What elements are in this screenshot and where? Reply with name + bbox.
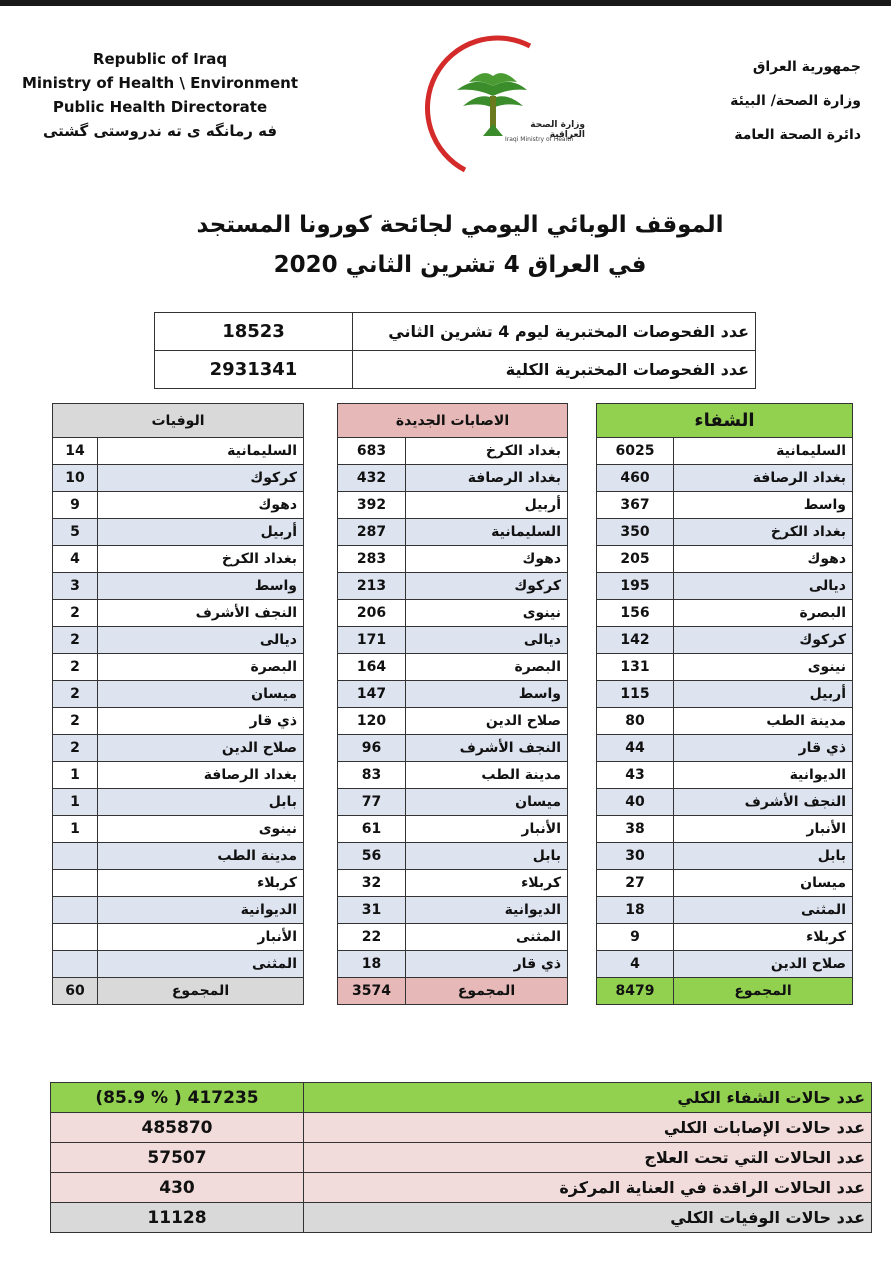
recoveries-row-value: 350 <box>597 519 674 546</box>
table-row <box>338 438 568 465</box>
infections-total-label: المجموع <box>406 978 568 1005</box>
page-title <box>180 205 740 285</box>
recoveries-row-name: السليمانية <box>674 438 853 465</box>
recoveries-row-name: كربلاء <box>674 924 853 951</box>
recoveries-row-name: أربيل <box>674 681 853 708</box>
table-row <box>53 897 304 924</box>
summary-row <box>51 1203 872 1233</box>
summary-table <box>50 1082 872 1233</box>
deaths-row-name: النجف الأشرف <box>98 600 304 627</box>
table-row <box>53 573 304 600</box>
table-row <box>338 627 568 654</box>
recoveries-row-value: 205 <box>597 546 674 573</box>
table-row <box>338 816 568 843</box>
deaths-row-value: 2 <box>53 708 98 735</box>
deaths-header-row <box>53 404 304 438</box>
deaths-row-value: 4 <box>53 546 98 573</box>
infections-row-name: الديوانية <box>406 897 568 924</box>
recoveries-row-name: صلاح الدين <box>674 951 853 978</box>
infections-row-value: 83 <box>338 762 406 789</box>
logo-text: وزارة الصحة العراقية <box>530 120 585 140</box>
summary-row <box>51 1173 872 1203</box>
infections-table <box>337 403 568 1005</box>
infections-row-value: 171 <box>338 627 406 654</box>
recoveries-row-name: دهوك <box>674 546 853 573</box>
infections-row-value: 77 <box>338 789 406 816</box>
deaths-row-name: البصرة <box>98 654 304 681</box>
deaths-table <box>52 403 304 1005</box>
infections-row-name: صلاح الدين <box>406 708 568 735</box>
infections-row-name: البصرة <box>406 654 568 681</box>
deaths-row-name: بابل <box>98 789 304 816</box>
infections-row-value: 164 <box>338 654 406 681</box>
recoveries-row-value: 131 <box>597 654 674 681</box>
deaths-row-name: ميسان <box>98 681 304 708</box>
infections-row-value: 213 <box>338 573 406 600</box>
deaths-row-name: السليمانية <box>98 438 304 465</box>
recoveries-row-value: 6025 <box>597 438 674 465</box>
table-row <box>597 843 853 870</box>
recoveries-row-name: البصرة <box>674 600 853 627</box>
table-row <box>53 600 304 627</box>
tests-daily-label: عدد الفحوصات المختبرية ليوم 4 تشرين الثاني <box>353 313 756 351</box>
tests-daily-value: 18523 <box>155 313 353 351</box>
infections-row-name: ميسان <box>406 789 568 816</box>
table-row <box>338 708 568 735</box>
infections-row-value: 56 <box>338 843 406 870</box>
header-en-line-2: Ministry of Health \ Environment <box>21 74 299 92</box>
deaths-row-name: المثنى <box>98 951 304 978</box>
infections-row-value: 31 <box>338 897 406 924</box>
summary-row <box>51 1143 872 1173</box>
recoveries-header-row <box>597 404 853 438</box>
deaths-row-name: بغداد الكرخ <box>98 546 304 573</box>
recoveries-row-value: 38 <box>597 816 674 843</box>
table-row <box>338 465 568 492</box>
header-ar-line-2: وزارة الصحة/ البيئة <box>730 93 861 109</box>
deaths-row-name: مدينة الطب <box>98 843 304 870</box>
deaths-row-value: 2 <box>53 627 98 654</box>
header-en-line-4: فه رمانگه ی ته ندروستی گشتی <box>42 122 278 140</box>
infections-row-value: 96 <box>338 735 406 762</box>
deaths-row-value: 2 <box>53 600 98 627</box>
summary-row <box>51 1113 872 1143</box>
deaths-row-value: 2 <box>53 681 98 708</box>
infections-row-value: 432 <box>338 465 406 492</box>
table-row <box>53 762 304 789</box>
infections-header-row <box>338 404 568 438</box>
infections-row-name: المثنى <box>406 924 568 951</box>
table-row <box>53 654 304 681</box>
table-row <box>597 789 853 816</box>
table-row <box>597 519 853 546</box>
deaths-row-value: 2 <box>53 654 98 681</box>
table-row <box>597 600 853 627</box>
table-row <box>597 438 853 465</box>
recoveries-row-name: ديالى <box>674 573 853 600</box>
infections-row-value: 392 <box>338 492 406 519</box>
table-row <box>338 789 568 816</box>
table-row <box>597 627 853 654</box>
recoveries-row-name: بابل <box>674 843 853 870</box>
table-row <box>597 492 853 519</box>
header-english <box>10 47 310 143</box>
table-row <box>597 465 853 492</box>
summary-value: 430 <box>51 1173 304 1203</box>
recoveries-row-value: 18 <box>597 897 674 924</box>
recoveries-row-value: 80 <box>597 708 674 735</box>
recoveries-row-name: المثنى <box>674 897 853 924</box>
recoveries-row-value: 40 <box>597 789 674 816</box>
infections-row-value: 61 <box>338 816 406 843</box>
recoveries-row-name: كركوك <box>674 627 853 654</box>
infections-row-name: مدينة الطب <box>406 762 568 789</box>
deaths-row-name: واسط <box>98 573 304 600</box>
recoveries-row-value: 9 <box>597 924 674 951</box>
deaths-row-value <box>53 951 98 978</box>
recoveries-row-name: النجف الأشرف <box>674 789 853 816</box>
table-row <box>53 546 304 573</box>
table-row <box>338 546 568 573</box>
recoveries-row-name: الأنبار <box>674 816 853 843</box>
infections-row-name: كربلاء <box>406 870 568 897</box>
table-row <box>53 519 304 546</box>
table-row <box>338 492 568 519</box>
header-en-line-1: Republic of Iraq <box>92 50 228 68</box>
deaths-row-name: ذي قار <box>98 708 304 735</box>
table-row <box>338 681 568 708</box>
recoveries-row-value: 4 <box>597 951 674 978</box>
tests-total-label: عدد الفحوصات المختبرية الكلية <box>353 351 756 389</box>
table-row <box>597 708 853 735</box>
summary-label: عدد الحالات الراقدة في العناية المركزة <box>304 1173 872 1203</box>
table-row <box>53 924 304 951</box>
infections-row-name: بابل <box>406 843 568 870</box>
infections-row-name: واسط <box>406 681 568 708</box>
logo-subtext: Iraqi Ministry of Health <box>505 136 574 143</box>
table-row <box>338 519 568 546</box>
infections-row-value: 22 <box>338 924 406 951</box>
infections-row-name: بغداد الرصافة <box>406 465 568 492</box>
table-row <box>338 573 568 600</box>
tests-table <box>154 312 756 389</box>
ministry-logo <box>405 32 585 182</box>
summary-label: عدد حالات الشفاء الكلي <box>304 1083 872 1113</box>
deaths-row-name: الأنبار <box>98 924 304 951</box>
infections-row-value: 32 <box>338 870 406 897</box>
infections-total-value: 3574 <box>338 978 406 1005</box>
table-row <box>338 735 568 762</box>
table-row <box>53 843 304 870</box>
recoveries-row-value: 30 <box>597 843 674 870</box>
deaths-row-value <box>53 843 98 870</box>
table-row <box>597 735 853 762</box>
table-row <box>338 600 568 627</box>
infections-row-name: النجف الأشرف <box>406 735 568 762</box>
table-row <box>53 870 304 897</box>
recoveries-row-value: 44 <box>597 735 674 762</box>
recoveries-row-name: بغداد الرصافة <box>674 465 853 492</box>
infections-row-name: دهوك <box>406 546 568 573</box>
deaths-title: الوفيات <box>53 404 304 438</box>
deaths-row-value <box>53 870 98 897</box>
recoveries-total-row <box>597 978 853 1005</box>
table-row <box>338 924 568 951</box>
table-row <box>597 573 853 600</box>
infections-row-name: السليمانية <box>406 519 568 546</box>
recoveries-total-value: 8479 <box>597 978 674 1005</box>
summary-label: عدد الحالات التي تحت العلاج <box>304 1143 872 1173</box>
summary-value: 11128 <box>51 1203 304 1233</box>
infections-row-name: ذي قار <box>406 951 568 978</box>
tests-total-value: 2931341 <box>155 351 353 389</box>
tests-daily-row <box>155 313 756 351</box>
recoveries-title: الشفاء <box>597 404 853 438</box>
recoveries-row-name: بغداد الكرخ <box>674 519 853 546</box>
deaths-row-name: كركوك <box>98 465 304 492</box>
table-row <box>338 951 568 978</box>
recoveries-row-value: 156 <box>597 600 674 627</box>
table-row <box>53 627 304 654</box>
table-row <box>597 897 853 924</box>
infections-row-value: 283 <box>338 546 406 573</box>
summary-row <box>51 1083 872 1113</box>
infections-row-value: 287 <box>338 519 406 546</box>
infections-row-name: الأنبار <box>406 816 568 843</box>
recoveries-row-value: 142 <box>597 627 674 654</box>
summary-value: 57507 <box>51 1143 304 1173</box>
deaths-row-name: صلاح الدين <box>98 735 304 762</box>
table-row <box>53 708 304 735</box>
table-row <box>597 762 853 789</box>
deaths-total-row <box>53 978 304 1005</box>
summary-label: عدد حالات الوفيات الكلي <box>304 1203 872 1233</box>
deaths-row-name: ديالى <box>98 627 304 654</box>
header-en-line-3: Public Health Directorate <box>52 98 268 116</box>
deaths-row-value: 9 <box>53 492 98 519</box>
recoveries-row-name: نينوى <box>674 654 853 681</box>
infections-total-row <box>338 978 568 1005</box>
table-row <box>53 465 304 492</box>
infections-row-value: 206 <box>338 600 406 627</box>
table-row <box>53 789 304 816</box>
deaths-row-name: الديوانية <box>98 897 304 924</box>
table-row <box>597 681 853 708</box>
tests-total-row <box>155 351 756 389</box>
recoveries-row-name: واسط <box>674 492 853 519</box>
table-row <box>597 870 853 897</box>
deaths-row-name: كربلاء <box>98 870 304 897</box>
table-row <box>338 762 568 789</box>
table-row <box>53 735 304 762</box>
summary-label: عدد حالات الإصابات الكلي <box>304 1113 872 1143</box>
summary-value: 485870 <box>51 1113 304 1143</box>
summary-value: (85.9 % ) 417235 <box>51 1083 304 1113</box>
infections-row-name: ديالى <box>406 627 568 654</box>
recoveries-total-label: المجموع <box>674 978 853 1005</box>
deaths-row-value: 10 <box>53 465 98 492</box>
recoveries-row-name: مدينة الطب <box>674 708 853 735</box>
table-row <box>597 546 853 573</box>
deaths-row-name: نينوى <box>98 816 304 843</box>
recoveries-row-name: ذي قار <box>674 735 853 762</box>
deaths-row-value: 5 <box>53 519 98 546</box>
deaths-total-label: المجموع <box>98 978 304 1005</box>
header-arabic <box>661 50 861 152</box>
recoveries-row-name: ميسان <box>674 870 853 897</box>
infections-row-value: 18 <box>338 951 406 978</box>
infections-row-value: 147 <box>338 681 406 708</box>
table-row <box>53 438 304 465</box>
infections-row-name: نينوى <box>406 600 568 627</box>
title-line-1: الموقف الوبائي اليومي لجائحة كورونا المستجد <box>196 212 724 238</box>
deaths-row-value: 14 <box>53 438 98 465</box>
deaths-row-name: أربيل <box>98 519 304 546</box>
table-row <box>597 654 853 681</box>
infections-row-name: أربيل <box>406 492 568 519</box>
table-row <box>597 951 853 978</box>
deaths-row-value: 1 <box>53 762 98 789</box>
recoveries-row-value: 460 <box>597 465 674 492</box>
infections-row-name: بغداد الكرخ <box>406 438 568 465</box>
deaths-row-value: 2 <box>53 735 98 762</box>
infections-row-value: 683 <box>338 438 406 465</box>
deaths-row-value: 3 <box>53 573 98 600</box>
deaths-total-value: 60 <box>53 978 98 1005</box>
recoveries-row-value: 43 <box>597 762 674 789</box>
header-ar-line-1: جمهورية العراق <box>752 59 861 75</box>
palm-emblem-icon <box>405 32 585 182</box>
recoveries-row-value: 27 <box>597 870 674 897</box>
table-row <box>338 897 568 924</box>
recoveries-row-value: 115 <box>597 681 674 708</box>
title-line-2: في العراق 4 تشرين الثاني 2020 <box>273 252 647 278</box>
recoveries-row-value: 195 <box>597 573 674 600</box>
header-ar-line-3: دائرة الصحة العامة <box>734 127 861 143</box>
table-row <box>597 924 853 951</box>
table-row <box>53 951 304 978</box>
deaths-row-name: دهوك <box>98 492 304 519</box>
deaths-row-value <box>53 924 98 951</box>
deaths-row-value <box>53 897 98 924</box>
table-row <box>53 492 304 519</box>
recoveries-row-name: الديوانية <box>674 762 853 789</box>
table-row <box>597 816 853 843</box>
deaths-row-value: 1 <box>53 789 98 816</box>
top-border <box>0 0 891 6</box>
deaths-row-value: 1 <box>53 816 98 843</box>
table-row <box>53 681 304 708</box>
deaths-row-name: بغداد الرصافة <box>98 762 304 789</box>
recoveries-row-value: 367 <box>597 492 674 519</box>
table-row <box>338 654 568 681</box>
table-row <box>338 843 568 870</box>
infections-row-value: 120 <box>338 708 406 735</box>
recoveries-table <box>596 403 853 1005</box>
table-row <box>338 870 568 897</box>
infections-title: الاصابات الجديدة <box>338 404 568 438</box>
table-row <box>53 816 304 843</box>
infections-row-name: كركوك <box>406 573 568 600</box>
